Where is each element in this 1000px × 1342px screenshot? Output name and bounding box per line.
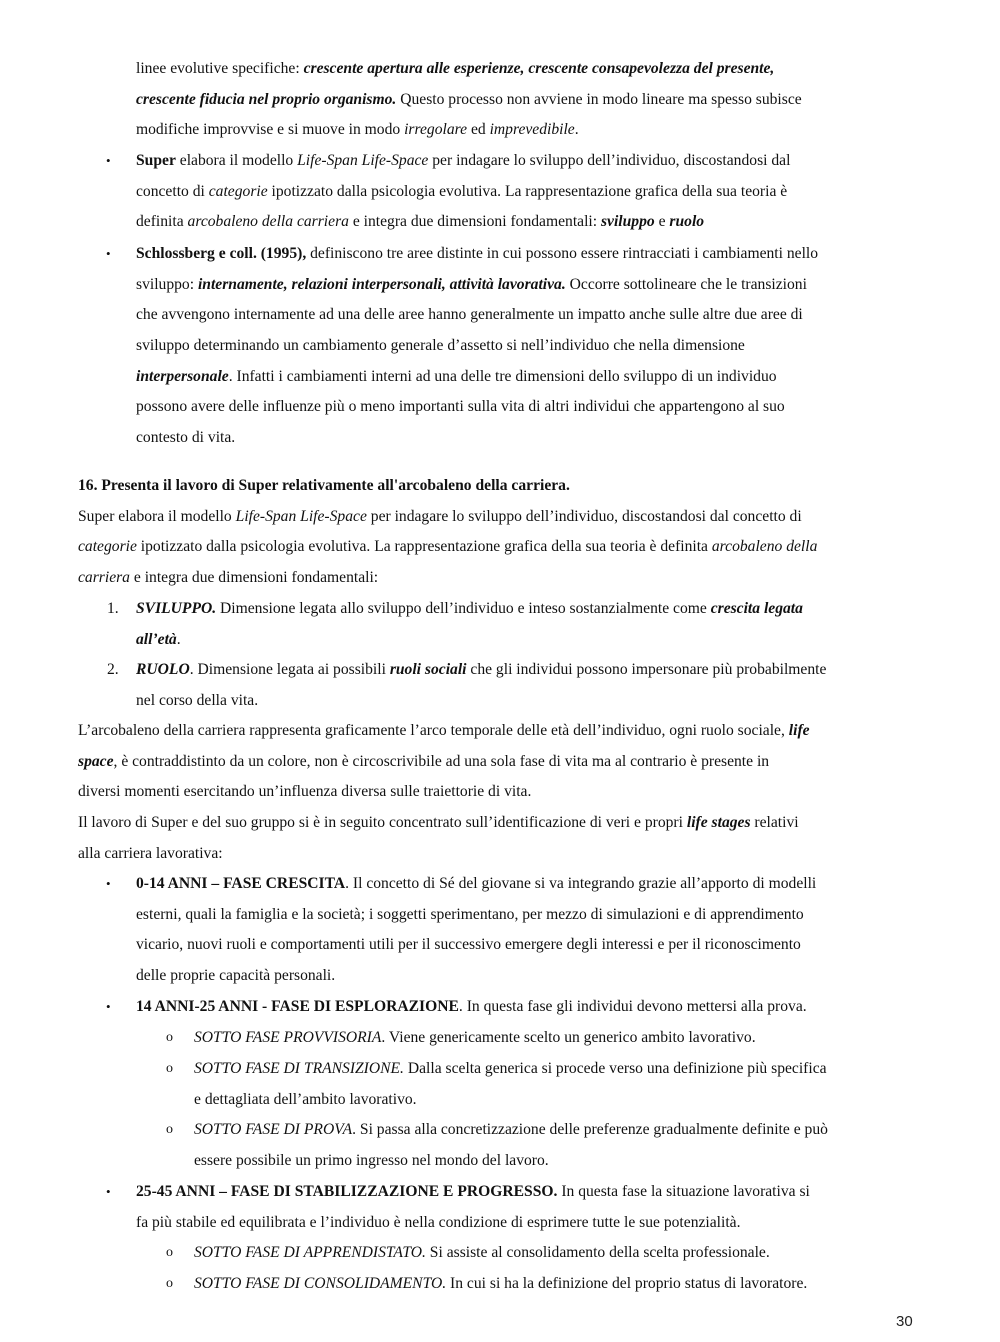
text-line: essere possibile un primo ingresso nel mondo del lavoro.	[194, 1151, 549, 1169]
sub-item-provvisoria	[78, 1023, 923, 1054]
bullet-icon: •	[106, 246, 111, 261]
sub-bullet-icon: o	[166, 1030, 173, 1045]
text-line: Super elabora il modello Life-Span Life-Space per indagare lo sviluppo dell’individuo, discostandosi dal	[136, 152, 791, 169]
text-line: definita arcobaleno della carriera e integra due dimensioni fondamentali: sviluppo e ruolo	[136, 213, 705, 231]
text-line: Il lavoro di Super e del suo gruppo si è in seguito concentrato sull’identificazione di veri e propri life stages relativi	[78, 814, 799, 832]
text-line: Schlossberg e coll. (1995), definiscono tre aree distinte in cui possono essere rintracciati i cambiamenti nello	[136, 245, 819, 262]
sub-item-prova	[78, 1115, 923, 1176]
text-line: delle proprie capacità personali.	[136, 967, 336, 985]
text-line: possono avere delle influenze più o meno importanti sulla vita di altri individui che appartengono al suo	[136, 398, 785, 416]
text-line: e dettagliata dell’ambito lavorativo.	[194, 1090, 417, 1108]
text-line: concetto di categorie ipotizzato dalla psicologia evolutiva. La rappresentazione grafica della sua teoria è	[136, 182, 788, 200]
sub-bullet-icon: o	[166, 1245, 173, 1260]
text-line: categorie ipotizzato dalla psicologia evolutiva. La rappresentazione grafica della sua teoria è definita arcobaleno della	[78, 538, 818, 556]
paragraph-continuation	[78, 54, 923, 146]
list-number: 1.	[107, 600, 119, 617]
text-line: RUOLO. Dimensione legata ai possibili ruoli sociali che gli individui possono impersonare più probabilmente	[136, 661, 827, 678]
text-line: alla carriera lavorativa:	[78, 844, 223, 862]
text-line: Super elabora il modello Life-Span Life-Space per indagare lo sviluppo dell’individuo, discostandosi dal concetto di	[78, 507, 802, 525]
text-line: space, è contraddistinto da un colore, non è circoscrivibile ad una sola fase di vita ma al contrario è presente in	[78, 752, 770, 770]
paragraph-rainbow	[78, 716, 923, 869]
text-line: carriera e integra due dimensioni fondamentali:	[78, 569, 379, 587]
text-line: vicario, nuovi ruoli e comportamenti utili per il successivo emergere degli interessi e per il riconoscimento	[136, 936, 801, 954]
question-section	[78, 471, 923, 594]
text-line: SOTTO FASE DI PROVA. Si passa alla concretizzazione delle preferenze gradualmente definite e può	[194, 1121, 828, 1138]
text-line: SOTTO FASE DI TRANSIZIONE. Dalla scelta generica si procede verso una definizione più specifica	[194, 1060, 827, 1077]
text-line: L’arcobaleno della carriera rappresenta graficamente l’arco temporale delle età dell’individuo, ogni ruolo sociale, life	[78, 722, 810, 739]
list-number: 2.	[107, 661, 119, 678]
text-line: che avvengono internamente ad una delle aree hanno generalmente un impatto anche sulle altre due aree di	[136, 306, 803, 324]
text-line: sviluppo determinando un cambiamento generale d’assetto si nell’individuo che nella dimensione	[136, 337, 745, 355]
text-line: SOTTO FASE PROVVISORIA. Viene genericamente scelto un generico ambito lavorativo.	[194, 1029, 756, 1046]
text-line: modifiche improvvise e si muove in modo irregolare ed imprevedibile.	[136, 121, 579, 139]
sub-item-apprendistato	[78, 1238, 923, 1269]
sub-bullet-icon: o	[166, 1276, 173, 1291]
list-item-schlossberg	[78, 239, 923, 454]
sub-item-consolidamento	[78, 1269, 923, 1300]
text-line: 0-14 ANNI – FASE CRESCITA. Il concetto di Sé del giovane si va integrando grazie all’apporto di modelli	[136, 875, 817, 892]
question-heading: 16. Presenta il lavoro di Super relativamente all'arcobaleno della carriera.	[78, 477, 570, 494]
numbered-item-sviluppo	[78, 594, 923, 655]
text-line: esterni, quali la famiglia e la società; i soggetti sperimentano, per mezzo di simulazioni e di apprendimento	[136, 905, 804, 923]
text-line: interpersonale. Infatti i cambiamenti interni ad una delle tre dimensioni dello sviluppo di un individuo	[136, 367, 777, 385]
sub-item-transizione	[78, 1054, 923, 1115]
text-line: SVILUPPO. Dimensione legata allo sviluppo dell’individuo e inteso sostanzialmente come crescita legata	[136, 600, 803, 617]
numbered-item-ruolo	[78, 655, 923, 716]
list-item-super	[78, 146, 923, 238]
text-line: sviluppo: internamente, relazioni interpersonali, attività lavorativa. Occorre sottolineare che le transizioni	[136, 275, 807, 293]
bullet-icon: •	[106, 153, 111, 168]
text-line: crescente fiducia nel proprio organismo. Questo processo non avviene in modo lineare ma spesso subisce	[136, 90, 802, 108]
bullet-icon: •	[106, 876, 111, 891]
text-line: diversi momenti esercitando un’influenza diversa sulle traiettorie di vita.	[78, 783, 532, 801]
sub-bullet-icon: o	[166, 1122, 173, 1137]
text-line: linee evolutive specifiche: crescente apertura alle esperienze, crescente consapevolezza del presente,	[136, 60, 775, 77]
text-line: 14 ANNI-25 ANNI - FASE DI ESPLORAZIONE. In questa fase gli individui devono mettersi alla prova.	[136, 998, 807, 1015]
text-line: all’età.	[136, 630, 181, 648]
text-line: 25-45 ANNI – FASE DI STABILIZZAZIONE E PROGRESSO. In questa fase la situazione lavorativa si	[136, 1183, 810, 1200]
sub-bullet-icon: o	[166, 1061, 173, 1076]
text-line: nel corso della vita.	[136, 691, 259, 709]
text-line: contesto di vita.	[136, 429, 236, 447]
bullet-icon: •	[106, 999, 111, 1014]
text-line: SOTTO FASE DI APPRENDISTATO. Si assiste al consolidamento della scelta professionale.	[194, 1244, 770, 1261]
list-item-stage-crescita	[78, 869, 923, 992]
bullet-icon: •	[106, 1184, 111, 1199]
list-item-stage-esplorazione	[78, 992, 923, 1023]
text-line: fa più stabile ed equilibrata e l’individuo è nella condizione di esprimere tutte le sue potenzialità.	[136, 1213, 741, 1231]
text-line: SOTTO FASE DI CONSOLIDAMENTO. In cui si ha la definizione del proprio status di lavoratore.	[194, 1275, 808, 1292]
list-item-stage-stabilizzazione	[78, 1177, 923, 1238]
page-number: 30	[896, 1313, 913, 1330]
